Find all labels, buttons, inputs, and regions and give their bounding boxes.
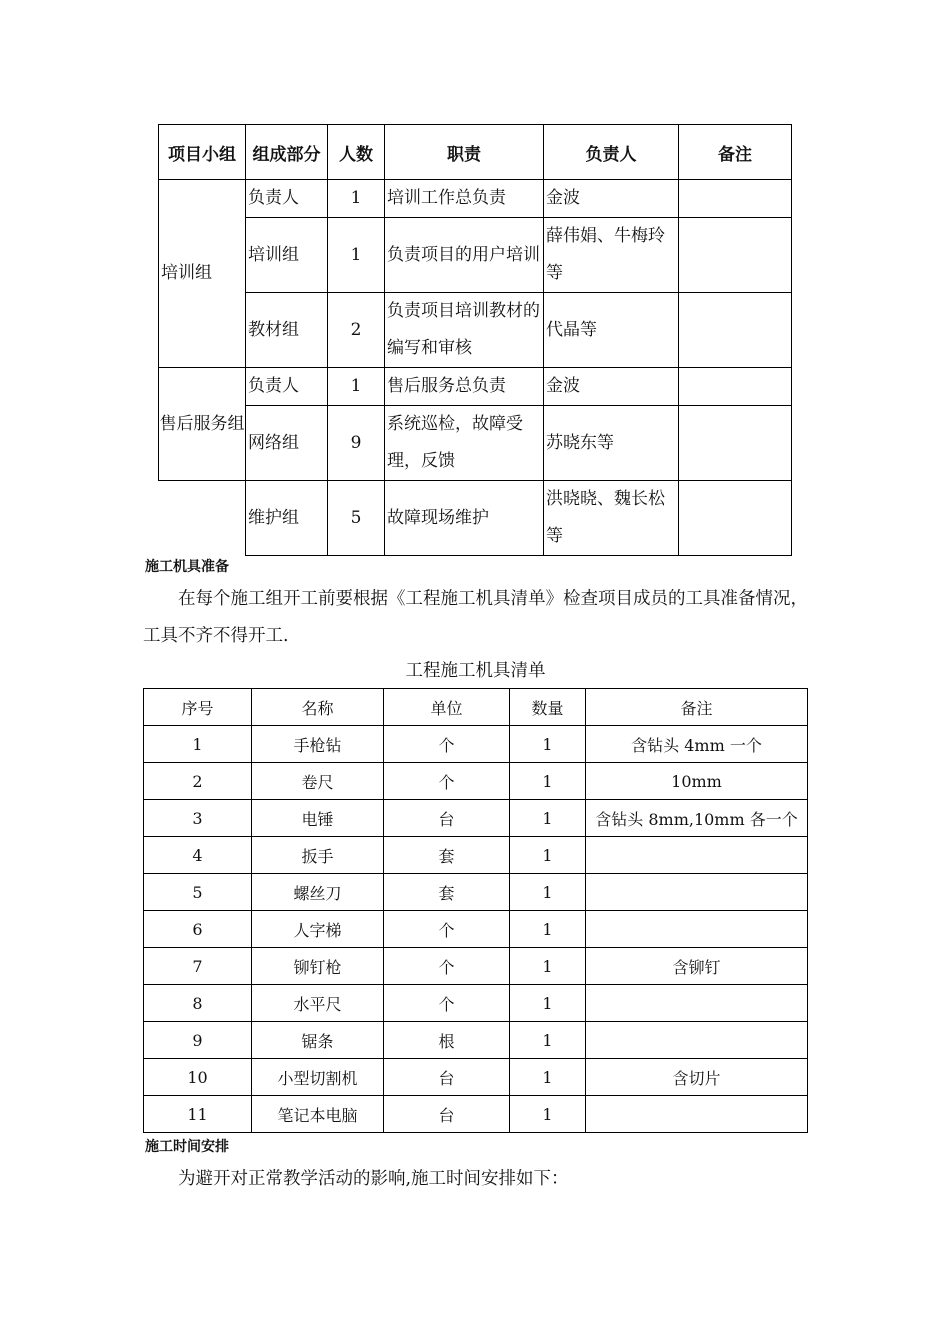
header-part: 组成部分 [246, 125, 328, 180]
table-row [144, 1059, 808, 1096]
tools-paragraph: 在每个施工组开工前要根据《工程施工机具清单》检查项目成员的工具准备情况，工具不齐不得开工. [143, 589, 808, 646]
index-cell: 9 [144, 1022, 252, 1059]
name-cell: 扳手 [252, 837, 384, 874]
header-group: 项目小组 [159, 125, 246, 180]
unit-cell: 套 [384, 874, 510, 911]
name-cell: 笔记本电脑 [252, 1096, 384, 1133]
name-cell: 卷尺 [252, 763, 384, 800]
table-row [144, 1022, 808, 1059]
lead-cell: 洪晓晓、魏长松等 [544, 481, 679, 556]
tools-table [143, 688, 808, 1133]
index-cell: 11 [144, 1096, 252, 1133]
unit-cell: 个 [384, 948, 510, 985]
qty-cell: 1 [510, 800, 586, 837]
note-cell: 含切片 [586, 1059, 808, 1096]
note-cell [679, 368, 792, 406]
unit-cell: 台 [384, 1059, 510, 1096]
header-lead: 负责人 [544, 125, 679, 180]
unit-cell: 个 [384, 985, 510, 1022]
header-name: 名称 [252, 689, 384, 726]
index-cell: 3 [144, 800, 252, 837]
name-cell: 锯条 [252, 1022, 384, 1059]
unit-cell: 个 [384, 763, 510, 800]
name-cell: 螺丝刀 [252, 874, 384, 911]
qty-cell: 1 [510, 763, 586, 800]
duty-cell: 负责项目培训教材的编写和审核 [385, 293, 544, 368]
part-cell: 负责人 [246, 180, 328, 218]
unit-cell: 个 [384, 726, 510, 763]
count-cell: 5 [328, 481, 385, 556]
note-cell [586, 985, 808, 1022]
index-cell: 6 [144, 911, 252, 948]
part-cell: 教材组 [246, 293, 328, 368]
group-name: 培训组 [159, 180, 246, 368]
lead-cell: 苏晓东等 [544, 406, 679, 481]
name-cell: 电锤 [252, 800, 384, 837]
name-cell: 手枪钻 [252, 726, 384, 763]
qty-cell: 1 [510, 1096, 586, 1133]
table-row [159, 293, 792, 368]
table-row [144, 1096, 808, 1133]
note-cell [679, 406, 792, 481]
unit-cell: 根 [384, 1022, 510, 1059]
duty-cell: 培训工作总负责 [385, 180, 544, 218]
unit-cell: 台 [384, 1096, 510, 1133]
part-cell: 培训组 [246, 218, 328, 293]
header-unit: 单位 [384, 689, 510, 726]
qty-cell: 1 [510, 1059, 586, 1096]
count-cell: 2 [328, 293, 385, 368]
tools-table-body [144, 726, 808, 1133]
qty-cell: 1 [510, 874, 586, 911]
count-cell: 1 [328, 218, 385, 293]
index-cell: 10 [144, 1059, 252, 1096]
note-cell: 10mm [586, 763, 808, 800]
index-cell: 7 [144, 948, 252, 985]
lead-cell: 金波 [544, 368, 679, 406]
lead-cell: 薛伟娟、牛梅玲等 [544, 218, 679, 293]
group-name: 售后服务组 [159, 368, 246, 481]
lead-cell: 代晶等 [544, 293, 679, 368]
table-row [144, 763, 808, 800]
lead-cell: 金波 [544, 180, 679, 218]
name-cell: 小型切割机 [252, 1059, 384, 1096]
name-cell: 铆钉枪 [252, 948, 384, 985]
index-cell: 1 [144, 726, 252, 763]
table-row [159, 218, 792, 293]
unit-cell: 个 [384, 911, 510, 948]
note-cell [679, 180, 792, 218]
table-row [144, 800, 808, 837]
header-index: 序号 [144, 689, 252, 726]
section-heading-schedule: 施工时间安排 [145, 1139, 229, 1155]
header-note: 备注 [586, 689, 808, 726]
table-row [144, 985, 808, 1022]
part-cell: 负责人 [246, 368, 328, 406]
count-cell: 1 [328, 180, 385, 218]
section-heading-tools: 施工机具准备 [145, 559, 229, 575]
table-row [144, 948, 808, 985]
note-cell: 含钻头 8mm,10mm 各一个 [586, 800, 808, 837]
name-cell: 水平尺 [252, 985, 384, 1022]
note-cell [586, 911, 808, 948]
tools-table-caption: 工程施工机具清单 [405, 661, 546, 681]
table-row [144, 911, 808, 948]
unit-cell: 套 [384, 837, 510, 874]
header-duty: 职责 [385, 125, 544, 180]
table-row [159, 481, 792, 556]
duty-cell: 售后服务总负责 [385, 368, 544, 406]
part-cell: 网络组 [246, 406, 328, 481]
team-table-header [159, 125, 792, 180]
qty-cell: 1 [510, 1022, 586, 1059]
unit-cell: 台 [384, 800, 510, 837]
note-cell [586, 1096, 808, 1133]
qty-cell: 1 [510, 985, 586, 1022]
index-cell: 2 [144, 763, 252, 800]
note-cell [586, 1022, 808, 1059]
note-cell: 含铆钉 [586, 948, 808, 985]
schedule-paragraph: 为避开对正常教学活动的影响,施工时间安排如下： [178, 1169, 569, 1189]
count-cell: 9 [328, 406, 385, 481]
empty-cell [159, 481, 246, 556]
note-cell [679, 218, 792, 293]
qty-cell: 1 [510, 726, 586, 763]
duty-cell: 故障现场维护 [385, 481, 544, 556]
note-cell [586, 874, 808, 911]
header-qty: 数量 [510, 689, 586, 726]
tools-table-header [144, 689, 808, 726]
qty-cell: 1 [510, 948, 586, 985]
index-cell: 8 [144, 985, 252, 1022]
table-row [159, 368, 792, 406]
name-cell: 人字梯 [252, 911, 384, 948]
count-cell: 1 [328, 368, 385, 406]
part-cell: 维护组 [246, 481, 328, 556]
index-cell: 4 [144, 837, 252, 874]
table-row [144, 874, 808, 911]
table-row [144, 726, 808, 763]
qty-cell: 1 [510, 837, 586, 874]
duty-cell: 系统巡检，故障受理，反馈 [385, 406, 544, 481]
header-note: 备注 [679, 125, 792, 180]
qty-cell: 1 [510, 911, 586, 948]
table-row [159, 180, 792, 218]
note-cell [586, 837, 808, 874]
duty-cell: 负责项目的用户培训 [385, 218, 544, 293]
note-cell [679, 293, 792, 368]
note-cell: 含钻头 4mm 一个 [586, 726, 808, 763]
header-count: 人数 [328, 125, 385, 180]
table-row [159, 406, 792, 481]
index-cell: 5 [144, 874, 252, 911]
note-cell [679, 481, 792, 556]
team-table [158, 124, 792, 556]
table-row [144, 837, 808, 874]
